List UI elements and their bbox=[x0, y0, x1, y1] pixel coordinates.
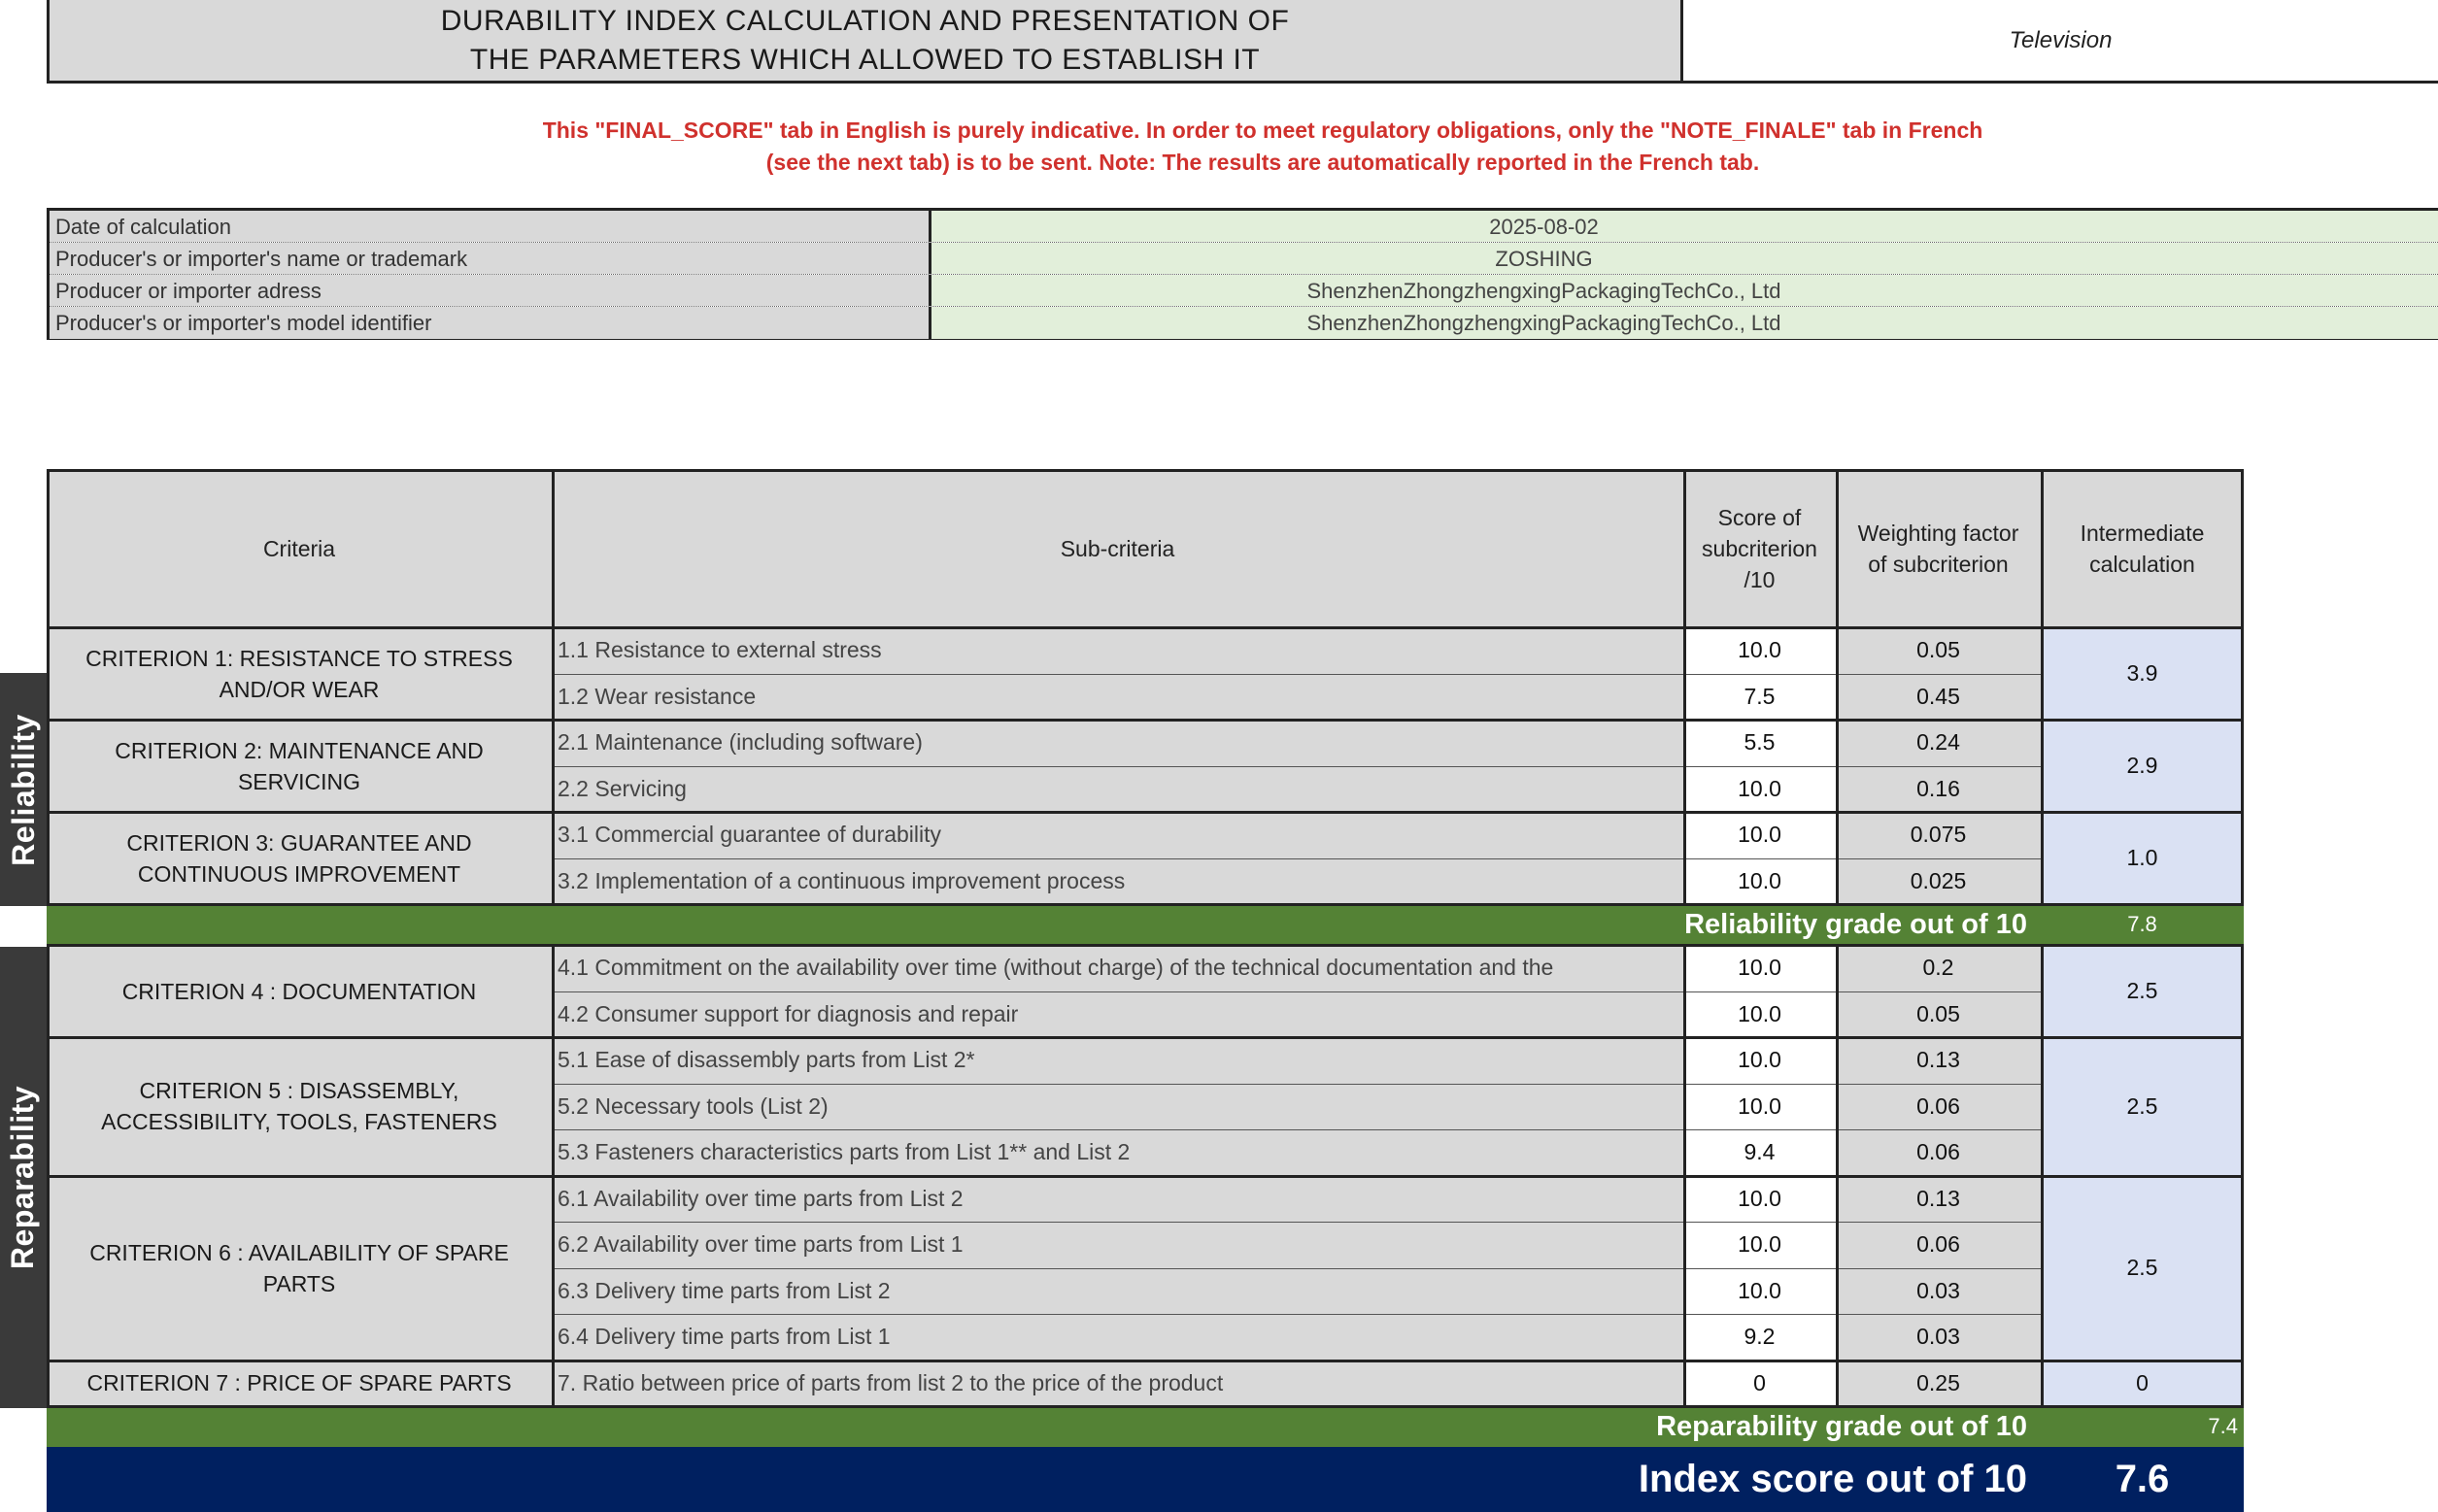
subcriterion-weight: 0.03 bbox=[1836, 1268, 2041, 1315]
grid-line bbox=[552, 766, 2041, 767]
criterion-4-label bbox=[47, 945, 552, 1037]
grid-line bbox=[47, 469, 50, 904]
criterion-line: CRITERION 1: RESISTANCE TO STRESS bbox=[85, 645, 513, 671]
header-score bbox=[1683, 469, 1836, 627]
subcriterion-score[interactable]: 0 bbox=[1683, 1361, 1836, 1407]
subcriterion-label: 6.3 Delivery time parts from List 2 bbox=[552, 1268, 1683, 1315]
subcriterion-weight: 0.06 bbox=[1836, 1222, 2041, 1268]
criterion-line: PARTS bbox=[262, 1270, 336, 1296]
grid-line bbox=[47, 903, 2244, 906]
info-row-date bbox=[50, 211, 2438, 243]
criterion-line: CRITERION 4 : DOCUMENTATION bbox=[121, 978, 477, 1004]
subcriterion-weight: 0.03 bbox=[1836, 1314, 2041, 1361]
criterion-line: CRITERION 2: MAINTENANCE AND bbox=[115, 737, 484, 763]
header-intermediate-line: calculation bbox=[2089, 551, 2195, 577]
header-score-line: /10 bbox=[1744, 566, 1776, 592]
grid-line bbox=[47, 1405, 2244, 1408]
subcriterion-label: 5.3 Fasteners characteristics parts from List 1** and List 2 bbox=[552, 1129, 1683, 1176]
subcriterion-label: 1.2 Wear resistance bbox=[552, 674, 1683, 721]
grid-line bbox=[2241, 945, 2244, 1406]
subcriterion-score[interactable]: 10.0 bbox=[1683, 766, 1836, 813]
criterion-line: CRITERION 5 : DISASSEMBLY, bbox=[139, 1078, 459, 1104]
reliability-grade-value: 7.8 bbox=[2041, 904, 2244, 945]
info-value-model[interactable]: ShenzhenZhongzhengxingPackagingTechCo., Ltd bbox=[931, 307, 2438, 339]
subcriterion-label: 3.1 Commercial guarantee of durability bbox=[552, 812, 1683, 858]
grid-line bbox=[47, 626, 2244, 629]
criterion-2-intermediate: 2.9 bbox=[2041, 720, 2244, 812]
grid-line bbox=[2041, 945, 2044, 1406]
subcriterion-score[interactable]: 10.0 bbox=[1683, 1268, 1836, 1315]
criterion-line: CRITERION 7 : PRICE OF SPARE PARTS bbox=[86, 1370, 512, 1396]
info-value-name[interactable]: ZOSHING bbox=[931, 243, 2438, 274]
page-title bbox=[47, 0, 1683, 84]
grid-line bbox=[1683, 469, 1686, 904]
product-info-table bbox=[47, 208, 2438, 340]
grid-line bbox=[552, 1129, 2041, 1130]
reparability-side-label: Reparability bbox=[0, 947, 47, 1408]
subcriterion-score[interactable]: 9.2 bbox=[1683, 1314, 1836, 1361]
grid-line bbox=[47, 1036, 2244, 1039]
index-score-label: Index score out of 10 bbox=[47, 1447, 2041, 1512]
subcriterion-label: 5.1 Ease of disassembly parts from List 2* bbox=[552, 1037, 1683, 1084]
info-label: Producer's or importer's model identifier bbox=[50, 307, 931, 339]
subcriterion-score[interactable]: 10.0 bbox=[1683, 627, 1836, 674]
subcriterion-label: 2.2 Servicing bbox=[552, 766, 1683, 813]
info-label: Producer or importer adress bbox=[50, 275, 931, 306]
criterion-4-intermediate: 2.5 bbox=[2041, 945, 2244, 1037]
subcriterion-weight: 0.06 bbox=[1836, 1129, 2041, 1176]
reparability-grade-value: 7.4 bbox=[2041, 1406, 2244, 1447]
criterion-7-intermediate: 0 bbox=[2041, 1361, 2244, 1407]
subcriterion-score[interactable]: 10.0 bbox=[1683, 1222, 1836, 1268]
criterion-3-label bbox=[47, 812, 552, 904]
header-score-line: Score of bbox=[1717, 504, 1802, 530]
criterion-line: SERVICING bbox=[237, 768, 361, 794]
subcriterion-score[interactable]: 10.0 bbox=[1683, 858, 1836, 905]
subcriterion-weight: 0.13 bbox=[1836, 1176, 2041, 1223]
criterion-line: CONTINUOUS IMPROVEMENT bbox=[137, 860, 461, 887]
header-sub-criteria: Sub-criteria bbox=[552, 469, 1683, 627]
info-row-address bbox=[50, 275, 2438, 307]
reparability-grade-label: Reparability grade out of 10 bbox=[47, 1406, 2041, 1447]
criterion-5-label bbox=[47, 1037, 552, 1176]
subcriterion-weight: 0.05 bbox=[1836, 991, 2041, 1038]
criterion-line: ACCESSIBILITY, TOOLS, FASTENERS bbox=[101, 1109, 497, 1135]
subcriterion-weight: 0.16 bbox=[1836, 766, 2041, 813]
subcriterion-score[interactable]: 10.0 bbox=[1683, 1176, 1836, 1223]
grid-line bbox=[2041, 469, 2044, 904]
header-weighting bbox=[1836, 469, 2041, 627]
regulatory-notice bbox=[291, 115, 2234, 179]
criterion-3-intermediate: 1.0 bbox=[2041, 812, 2244, 904]
score-table bbox=[47, 469, 2244, 1512]
reliability-grade-label: Reliability grade out of 10 bbox=[47, 904, 2041, 945]
subcriterion-score[interactable]: 10.0 bbox=[1683, 1037, 1836, 1084]
title-line-1: DURABILITY INDEX CALCULATION AND PRESENTATION OF bbox=[440, 4, 1290, 37]
grid-line bbox=[1836, 945, 1839, 1406]
criterion-7-label bbox=[47, 1361, 552, 1407]
grid-line bbox=[47, 945, 50, 1406]
header-score-line: subcriterion bbox=[1702, 535, 1817, 561]
info-row-name bbox=[50, 243, 2438, 275]
subcriterion-weight: 0.2 bbox=[1836, 945, 2041, 991]
header-weighting-line: Weighting factor bbox=[1857, 520, 2019, 546]
subcriterion-label: 3.2 Implementation of a continuous improvement process bbox=[552, 858, 1683, 905]
grid-line bbox=[47, 1175, 2244, 1178]
criterion-line: CRITERION 3: GUARANTEE AND bbox=[126, 829, 472, 856]
criterion-5-intermediate: 2.5 bbox=[2041, 1037, 2244, 1176]
index-score-value: 7.6 bbox=[2041, 1447, 2244, 1512]
header-intermediate bbox=[2041, 469, 2244, 627]
title-line-2: THE PARAMETERS WHICH ALLOWED TO ESTABLISH IT bbox=[469, 43, 1261, 76]
subcriterion-score[interactable]: 5.5 bbox=[1683, 720, 1836, 766]
grid-line bbox=[552, 991, 2041, 992]
subcriterion-weight: 0.13 bbox=[1836, 1037, 2041, 1084]
criterion-6-intermediate: 2.5 bbox=[2041, 1176, 2244, 1361]
subcriterion-label: 6.2 Availability over time parts from List 1 bbox=[552, 1222, 1683, 1268]
criterion-6-label bbox=[47, 1176, 552, 1361]
header-criteria: Criteria bbox=[47, 469, 552, 627]
subcriterion-score[interactable]: 10.0 bbox=[1683, 991, 1836, 1038]
subcriterion-score[interactable]: 7.5 bbox=[1683, 674, 1836, 721]
subcriterion-label: 6.4 Delivery time parts from List 1 bbox=[552, 1314, 1683, 1361]
grid-line bbox=[552, 1084, 2041, 1085]
subcriterion-label: 7. Ratio between price of parts from list 2 to the price of the product bbox=[552, 1361, 1683, 1407]
subcriterion-weight: 0.24 bbox=[1836, 720, 2041, 766]
header-weighting-line: of subcriterion bbox=[1868, 551, 2009, 577]
subcriterion-weight: 0.025 bbox=[1836, 858, 2041, 905]
grid-line bbox=[47, 811, 2244, 814]
subcriterion-weight: 0.06 bbox=[1836, 1084, 2041, 1130]
subcriterion-label: 4.2 Consumer support for diagnosis and repair bbox=[552, 991, 1683, 1038]
info-row-model bbox=[50, 307, 2438, 339]
grid-line bbox=[552, 1222, 2041, 1223]
subcriterion-label: 6.1 Availability over time parts from List 2 bbox=[552, 1176, 1683, 1223]
subcriterion-weight: 0.45 bbox=[1836, 674, 2041, 721]
grid-line bbox=[2241, 469, 2244, 904]
subcriterion-score[interactable]: 9.4 bbox=[1683, 1129, 1836, 1176]
info-value-date[interactable]: 2025-08-02 bbox=[931, 211, 2438, 242]
grid-line bbox=[1683, 945, 1686, 1406]
subcriterion-weight: 0.075 bbox=[1836, 812, 2041, 858]
subcriterion-weight: 0.05 bbox=[1836, 627, 2041, 674]
grid-line bbox=[552, 858, 2041, 859]
header-intermediate-line: Intermediate bbox=[2080, 520, 2205, 546]
product-category: Television bbox=[1683, 0, 2438, 84]
info-value-address[interactable]: ShenzhenZhongzhengxingPackagingTechCo., Ltd bbox=[931, 275, 2438, 306]
subcriterion-label: 1.1 Resistance to external stress bbox=[552, 627, 1683, 674]
criterion-1-intermediate: 3.9 bbox=[2041, 627, 2244, 720]
subcriterion-weight: 0.25 bbox=[1836, 1361, 2041, 1407]
grid-line bbox=[552, 1314, 2041, 1315]
subcriterion-label: 2.1 Maintenance (including software) bbox=[552, 720, 1683, 766]
subcriterion-score[interactable]: 10.0 bbox=[1683, 1084, 1836, 1130]
grid-line bbox=[552, 674, 2041, 675]
grid-line bbox=[47, 1360, 2244, 1362]
criterion-line: AND/OR WEAR bbox=[219, 676, 380, 702]
criterion-line: CRITERION 6 : AVAILABILITY OF SPARE bbox=[89, 1239, 509, 1265]
criterion-1-label bbox=[47, 627, 552, 720]
notice-line-2: (see the next tab) is to be sent. Note: The results are automatically reported in the French tab. bbox=[765, 150, 1760, 175]
subcriterion-score[interactable]: 10.0 bbox=[1683, 812, 1836, 858]
info-label: Date of calculation bbox=[50, 211, 931, 242]
grid-line bbox=[552, 469, 555, 904]
reliability-side-label: Reliability bbox=[0, 673, 47, 906]
notice-line-1: This "FINAL_SCORE" tab in English is purely indicative. In order to meet regulatory obligations, only the "NOTE_FINALE" tab in French bbox=[542, 118, 1983, 143]
criterion-2-label bbox=[47, 720, 552, 812]
subcriterion-score[interactable]: 10.0 bbox=[1683, 945, 1836, 991]
grid-line bbox=[47, 469, 2244, 472]
subcriterion-label: 5.2 Necessary tools (List 2) bbox=[552, 1084, 1683, 1130]
info-label: Producer's or importer's name or trademark bbox=[50, 243, 931, 274]
grid-line bbox=[1836, 469, 1839, 904]
subcriterion-label: 4.1 Commitment on the availability over time (without charge) of the technical documentation and the bbox=[552, 945, 1683, 991]
grid-line bbox=[552, 945, 555, 1406]
grid-line bbox=[47, 944, 2244, 947]
grid-line bbox=[552, 1268, 2041, 1269]
grid-line bbox=[47, 719, 2244, 722]
